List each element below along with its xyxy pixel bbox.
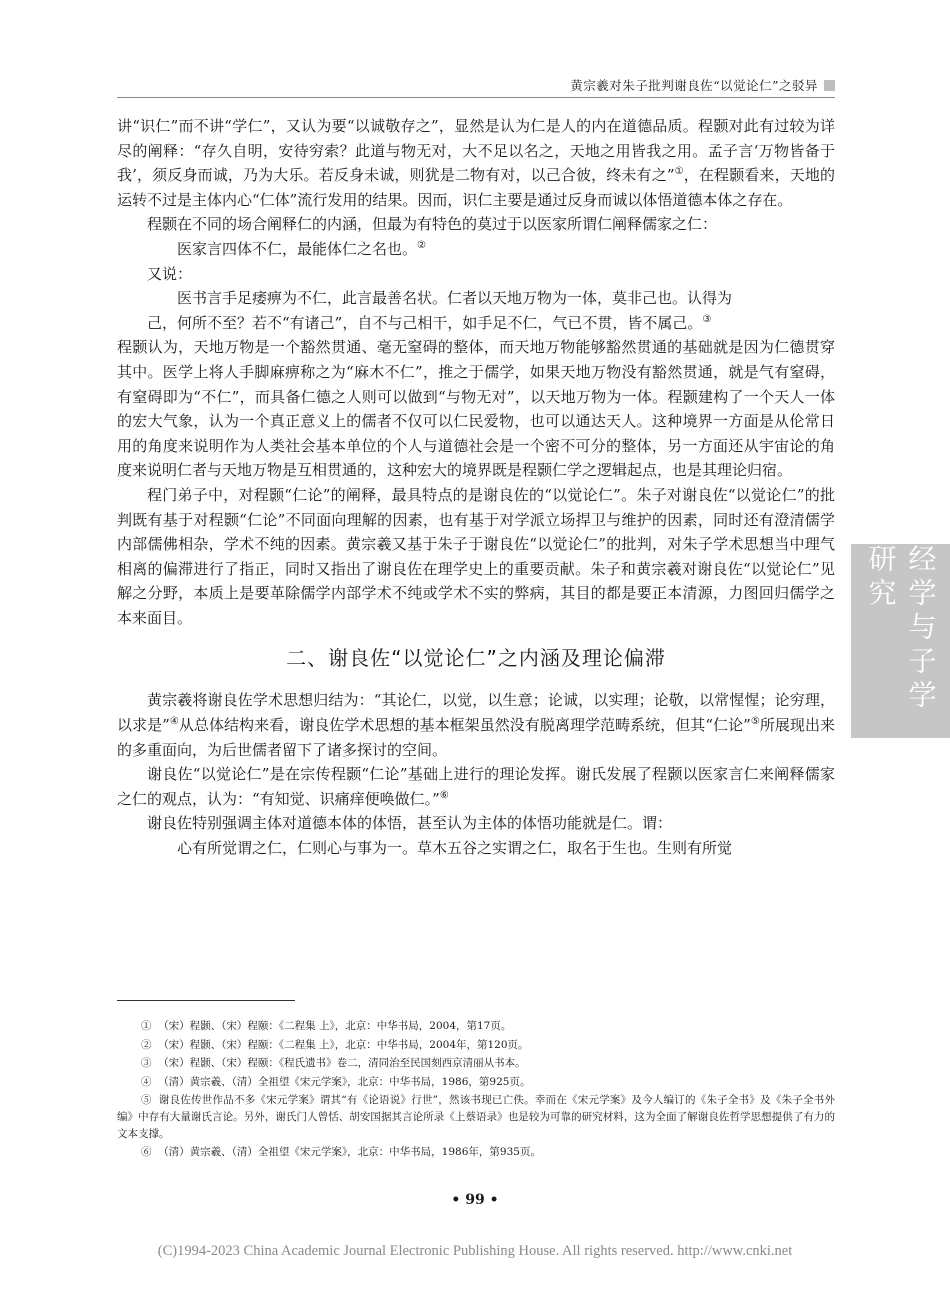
paragraph: 程颢认为，天地万物是一个豁然贯通、毫无窒碍的整体，而天地万物能够豁然贯通的基础就是因为仁德贯穿其中。医学上将人手脚麻痹称之为“麻木不仁”，推之于儒学，如果天地万物没有豁然贯通，就是气有窒碍，有窒碍即为“不仁”，而具备仁德之人则可以做到“与物无对”，以天地万物为一体。程颢建构了一个天人一体的宏大气象，认为一个真正意义上的儒者不仅可以仁民爱物，也可以通达天人。这种境界一方面是从伦常日用的角度来说明作为人类社会基本单位的个人与道德社会是一个密不可分的整体，另一方面还从宇宙论的角度来说明仁者与天地万物是互相贯通的，这种宏大的境界既是程颢仁学之逻辑起点，也是其理论归宿。 <box>117 338 835 480</box>
footnote-mark: ① <box>141 1020 152 1032</box>
paragraph: 谢良佐特别强调主体对道德本体的体悟，甚至认为主体的体悟功能就是仁。谓： <box>147 814 673 833</box>
footnote-mark: ③ <box>141 1057 152 1070</box>
footnote-mark: ② <box>141 1038 152 1051</box>
footnote-item: ② （宋）程颢、（宋）程颐：《二程集 上》，北京：中华书局，2004年，第120页。 <box>117 1037 835 1054</box>
section-side-tab <box>851 544 950 738</box>
page-number: • 99 • <box>451 1192 499 1208</box>
footnote-ref[interactable]: ③ <box>702 313 712 325</box>
footnote-ref[interactable]: ⑤ <box>750 716 760 728</box>
running-title: 黄宗羲对朱子批判谢良佐“以觉论仁”之驳异 <box>570 78 818 93</box>
paragraph: 黄宗羲将谢良佐学术思想归结为：“其论仁，以觉，以生意；论诚，以实理；论敬，以常惺惺；论穷理，以求是”④从总体结构来看，谢良佐学术思想的基本框架虽然没有脱离理学范畴系统，但其“仁论”⑤所展现出来的多重面向，为后世儒者留下了诸多探讨的空间。 <box>117 691 836 759</box>
footnote-ref[interactable]: ② <box>417 239 426 251</box>
footnote-mark: ⑥ <box>141 1146 152 1159</box>
footnote-ref[interactable]: ④ <box>169 716 179 728</box>
footnote-item: ⑤ 谢良佐传世作品不多《宋元学案》谓其“有《论语说》行世”，然该书现已亡佚。幸而在《宋元学案》及今人编订的《朱子全书》及《朱子全书外编》中存有大量谢氏言论。另外，谢氏门人曾恬、胡安国据其言论所录《上蔡语录》也是较为可靠的研究材料，这为全面了解谢良佐哲学思想提供了有力的文本支撑。 <box>117 1094 836 1140</box>
footnote-item: ③ （宋）程颢、（宋）程颐：《程氏遗书》卷二，清同治至民国刻西京清丽从书本。 <box>117 1055 835 1072</box>
side-tab-label: 经学与子学研究 <box>864 544 938 714</box>
paragraph: 程颢在不同的场合阐释仁的内涵，但最为有特色的莫过于以医家所谓仁阐释儒家之仁： <box>147 215 718 234</box>
footnote-mark: ④ <box>141 1075 152 1088</box>
header-square-icon <box>824 80 835 91</box>
article-body <box>117 114 835 861</box>
running-header <box>117 76 835 94</box>
footnotes <box>117 1018 835 1163</box>
footnote-divider <box>117 1000 295 1001</box>
footnote-ref[interactable]: ⑥ <box>439 789 449 801</box>
block-quote: 医书言手足痿痹为不仁，此言最善名状。仁者以天地万物为一体，莫非己也。认得为 <box>177 289 733 308</box>
footnote-item: ⑥ （清）黄宗羲、（清）全祖望《宋元学案》，北京：中华书局，1986年，第935页。 <box>117 1144 835 1161</box>
header-divider <box>117 97 835 98</box>
footnote-mark: ⑤ <box>141 1094 152 1107</box>
footnote-item: ④ （清）黄宗羲、（清）全祖望《宋元学案》，北京：中华书局，1986，第925页。 <box>117 1074 835 1091</box>
paragraph: 讲“识仁”而不讲“学仁”，又认为要“以诚敬存之”，显然是认为仁是人的内在道德品质。程颢对此有过较为详尽的阐释：“存久自明，安待穷索？此道与物无对，大不足以名之，天地之用皆我之用。孟子言‘万物皆备于我’，须反身而诚，乃为大乐。若反身未诚，则犹是二物有对，以己合彼，终未有之”①，在程颢看来，天地的运转不过是主体内心“仁体”流行发用的结果。因而，识仁主要是通过反身而诚以体悟道德本体之存在。 <box>117 117 835 209</box>
block-quote: 心有所觉谓之仁，仁则心与事为一。草木五谷之实谓之仁，取名于生也。生则有所觉 <box>177 839 733 858</box>
footnote-ref[interactable]: ① <box>674 166 684 178</box>
block-quote: 医家言四体不仁，最能体仁之名也。② <box>177 239 426 258</box>
section-heading: 二、谢良佐“以觉论仁”之内涵及理论偏滞 <box>286 646 666 671</box>
paragraph: 谢良佐“以觉论仁”是在宗传程颢“仁论”基础上进行的理论发挥。谢氏发展了程颢以医家言仁来阐释儒家之仁的观点，认为：“有知觉、识痛痒便唤做仁。”⑥ <box>117 765 835 808</box>
footnote-item: ① （宋）程颢、（宋）程颐：《二程集 上》，北京：中华书局，2004，第17页。 <box>117 1018 835 1035</box>
copyright-notice: (C)1994-2023 China Academic Journal Electronic Publishing House. All rights reserved. http://www.cnki.net <box>157 1243 793 1259</box>
block-quote-continued: 己，何所不至？若不“有诸己”，自不与己相干，如手足不仁，气已不贯，皆不属己。③ <box>147 313 712 332</box>
paragraph: 程门弟子中，对程颢“仁论”的阐释，最具特点的是谢良佐的“以觉论仁”。朱子对谢良佐“以觉论仁”的批判既有基于对程颢“仁论”不同面向理解的因素，也有基于对学派立场捍卫与维护的因素，同时还有澄清儒学内部儒佛相杂，学术不纯的因素。黄宗羲又基于朱子于谢良佐“以觉论仁”的批判，对朱子学术思想当中理气相离的偏滞进行了指正，同时又指出了谢良佐在理学史上的重要贡献。朱子和黄宗羲对谢良佐“以觉论仁”见解之分野，本质上是要革除儒学内部学术不纯或学术不实的弊病，其目的都是要正本清源，力图回归儒学之本来面目。 <box>117 485 835 627</box>
paragraph: 又说： <box>147 264 193 283</box>
